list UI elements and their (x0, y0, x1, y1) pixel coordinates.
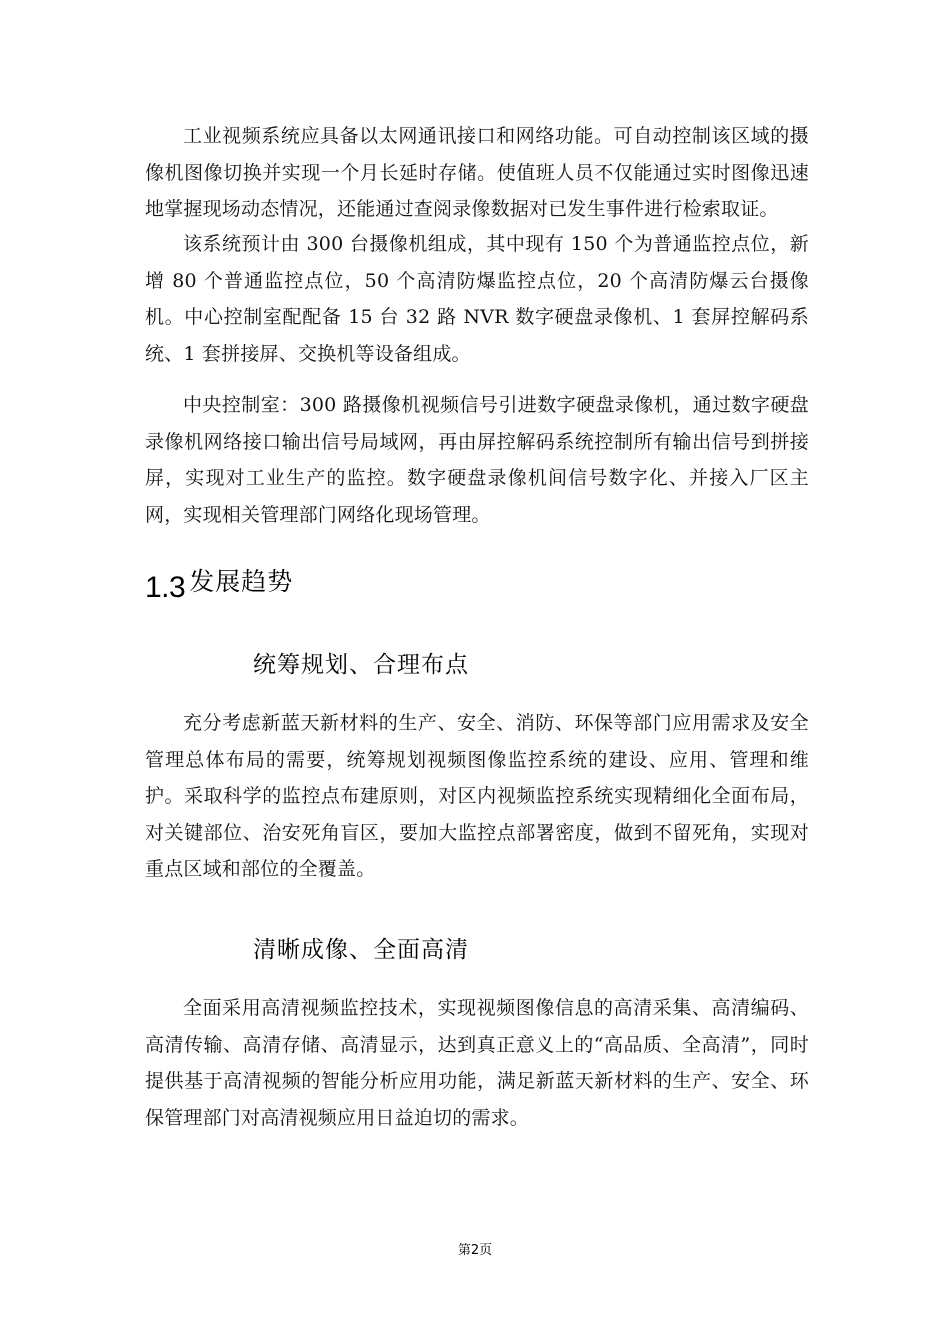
paragraph-video-network-function: 工业视频系统应具备以太网通讯接口和网络功能。可自动控制该区域的摄像机图像切换并实现一个月长延时存储。使值班人员不仅能通过实时图像迅速地掌握现场动态情况，还能通过查阅录像数据对已发生事件进行检索取证。 (145, 125, 809, 220)
section-title: 发展趋势 (189, 567, 294, 596)
subheading-planning: 统筹规划、合理布点 (253, 652, 469, 678)
paragraph-planning-layout: 充分考虑新蓝天新材料的生产、安全、消防、环保等部门应用需求及安全管理总体布局的需要，统筹规划视频图像监控系统的建设、应用、管理和维护。采取科学的监控点布建原则，对区内视频监控系统实现精细化全面布局，对关键部位、治安死角盲区，要加大监控点部署密度，做到不留死角，实现对重点区域和部位的全覆盖。 (145, 712, 809, 880)
section-number: 1.3 (145, 571, 186, 604)
section-heading (145, 560, 293, 605)
subheading-high-definition: 清晰成像、全面高清 (253, 937, 469, 963)
page-number: 第2页 (457, 1243, 493, 1258)
paragraph-central-control-room: 中央控制室：300 路摄像机视频信号引进数字硬盘录像机，通过数字硬盘录像机网络接口输出信号局域网，再由屏控解码系统控制所有输出信号到拼接屏，实现对工业生产的监控。数字硬盘录像机间信号数字化、并接入厂区主网，实现相关管理部门网络化现场管理。 (145, 394, 809, 526)
paragraph-system-composition: 该系统预计由 300 台摄像机组成，其中现有 150 个为普通监控点位，新增 80 个普通监控点位，50 个高清防爆监控点位，20 个高清防爆云台摄像机。中心控制室配配备 15 台 32 路 NVR 数字硬盘录像机、1 套屏控解码系统、1 套拼接屏、交换机等设备组成。 (145, 233, 809, 365)
paragraph-high-definition: 全面采用高清视频监控技术，实现视频图像信息的高清采集、高清编码、高清传输、高清存储、高清显示，达到真正意义上的“高品质、全高清”，同时提供基于高清视频的智能分析应用功能，满足新蓝天新材料的生产、安全、环保管理部门对高清视频应用日益迫切的需求。 (145, 997, 809, 1129)
